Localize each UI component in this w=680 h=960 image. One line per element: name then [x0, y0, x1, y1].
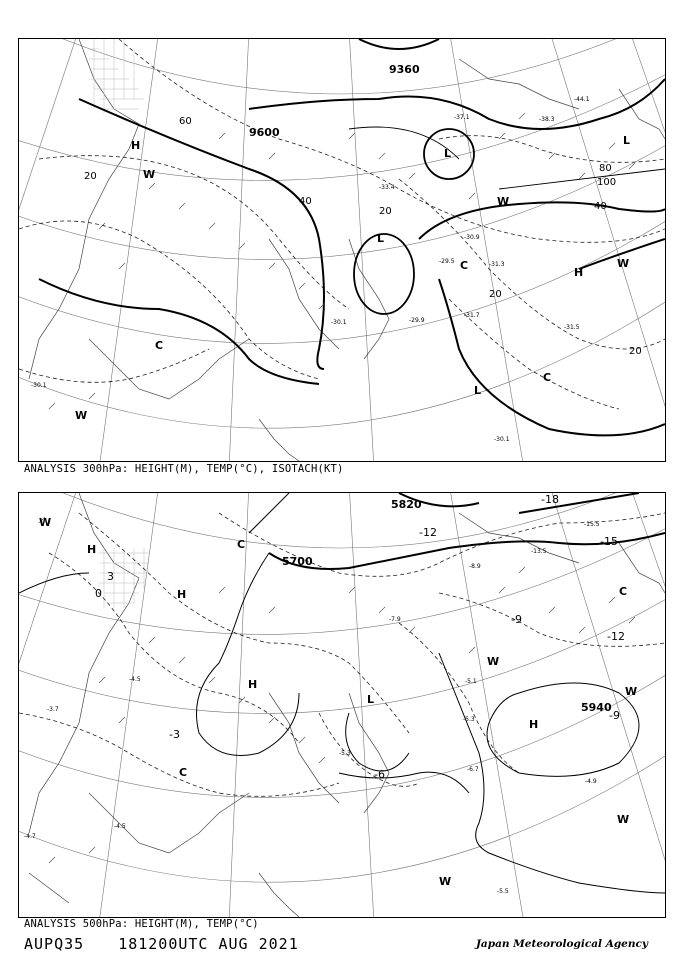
station-temp: -6.7	[467, 766, 479, 773]
station-temp: -37.1	[454, 114, 470, 121]
graticule-300	[19, 39, 665, 461]
isotach-labels-300	[84, 116, 642, 357]
station-temp: -7.9	[389, 616, 401, 623]
isotach-label: 20	[489, 289, 502, 300]
station-temp: -31.3	[489, 261, 505, 268]
station-temp: -4.5	[114, 823, 126, 830]
coastline-300	[29, 39, 665, 461]
high-marker: H	[574, 266, 584, 279]
station-temp: -4.9	[585, 778, 597, 785]
isotach-label: 60	[179, 116, 192, 127]
isotherms-300	[19, 39, 665, 409]
station-temp: -30.9	[464, 234, 480, 241]
high-marker: H	[87, 543, 97, 556]
caption-300hpa: ANALYSIS 300hPa: HEIGHT(M), TEMP(°C), ISOTACH(KT)	[24, 463, 344, 475]
high-marker: H	[248, 678, 258, 691]
station-temp: -5.3	[463, 716, 475, 723]
station-temp: -44.1	[574, 96, 590, 103]
station-temp: -30.1	[31, 382, 47, 389]
cold-marker: C	[460, 259, 469, 272]
isotach-lines-300	[349, 127, 665, 189]
height-label-5940: 5940	[581, 701, 612, 714]
isotherm-label: -3	[169, 728, 180, 741]
cold-marker: C	[179, 766, 188, 779]
low-marker: L	[377, 232, 385, 245]
isotherm-label: -12	[607, 630, 625, 643]
height-label-5700: 5700	[282, 555, 313, 568]
warm-marker: W	[617, 257, 630, 270]
cold-marker: C	[543, 371, 552, 384]
station-temp: -5.3	[339, 750, 351, 757]
height-labels-500	[282, 498, 612, 714]
map-300hpa-canvas	[19, 39, 665, 461]
valid-date: AUG 2021	[218, 935, 299, 953]
station-temp: -31.5	[564, 324, 580, 331]
height-label-5820: 5820	[391, 498, 422, 511]
isotherm-label: -15	[600, 535, 618, 548]
high-marker: H	[529, 718, 539, 731]
station-temp: -13.5	[531, 548, 547, 555]
warm-marker: W	[75, 409, 88, 422]
jet-hatch-300	[89, 39, 144, 114]
isotach-label: 20	[629, 346, 642, 357]
caption-500hpa: ANALYSIS 500hPa: HEIGHT(M), TEMP(°C)	[24, 918, 259, 930]
cold-marker: C	[237, 538, 246, 551]
station-temp: -38.3	[539, 116, 555, 123]
station-temp: -30.1	[494, 436, 510, 443]
chart-id: AUPQ35	[24, 935, 85, 953]
isotach-label: 40	[299, 196, 312, 207]
height-contours-300	[39, 39, 665, 435]
analysis-500hpa-map	[18, 492, 666, 918]
coastline-500	[29, 493, 665, 917]
station-temp: -33.4	[379, 184, 395, 191]
station-temp: -5.1	[465, 678, 477, 685]
isotach-label: 80	[599, 163, 612, 174]
low-marker: L	[444, 147, 452, 160]
isotach-label: 40	[594, 201, 607, 212]
map-500hpa-canvas	[19, 493, 665, 917]
station-temp: -15.5	[584, 521, 600, 528]
isotach-label: 100	[597, 177, 617, 188]
isotherm-label: -9	[609, 709, 620, 722]
warm-marker: W	[625, 685, 638, 698]
isotherm-label: 3	[107, 570, 114, 583]
low-marker: L	[474, 384, 482, 397]
pressure-systems-300	[75, 134, 630, 422]
high-marker: H	[131, 139, 141, 152]
warm-marker: W	[497, 195, 510, 208]
low-marker: L	[367, 693, 375, 706]
station-temp: -29.9	[409, 317, 425, 324]
warm-marker: W	[143, 168, 156, 181]
station-temp: -3.7	[47, 706, 59, 713]
isotherm-label: -9	[511, 613, 522, 626]
warm-marker: W	[487, 655, 500, 668]
cold-marker: C	[619, 585, 628, 598]
warm-marker: W	[439, 875, 452, 888]
height-label-9600: 9600	[249, 126, 280, 139]
chart-footer	[24, 935, 299, 953]
isotach-label: 20	[84, 171, 97, 182]
graticule-500	[19, 493, 665, 917]
station-temps-300	[31, 96, 590, 443]
station-barbs-300	[49, 113, 635, 409]
warm-marker: W	[39, 516, 52, 529]
height-label-9360: 9360	[389, 63, 420, 76]
low-marker: L	[623, 134, 631, 147]
cold-marker: C	[155, 339, 164, 352]
agency-name: Japan Meteorological Agency	[475, 938, 648, 950]
valid-time: 181200UTC	[118, 935, 209, 953]
low-circles-300	[354, 129, 474, 314]
isotach-label: 20	[379, 206, 392, 217]
high-marker: H	[177, 588, 187, 601]
station-temp: -31.7	[464, 312, 480, 319]
isotherm-label: 0	[95, 587, 102, 600]
isotherm-label: -6	[374, 768, 385, 781]
station-temp: -4.5	[129, 676, 141, 683]
analysis-300hpa-map	[18, 38, 666, 462]
isotherm-label: -18	[541, 493, 559, 506]
station-temp: -5.5	[497, 888, 509, 895]
isotherm-label: -12	[419, 526, 437, 539]
station-temp: -4.7	[24, 833, 36, 840]
station-temp: -8.9	[469, 563, 481, 570]
station-temp: -30.1	[331, 319, 347, 326]
warm-marker: W	[617, 813, 630, 826]
station-temp: -29.5	[439, 258, 455, 265]
